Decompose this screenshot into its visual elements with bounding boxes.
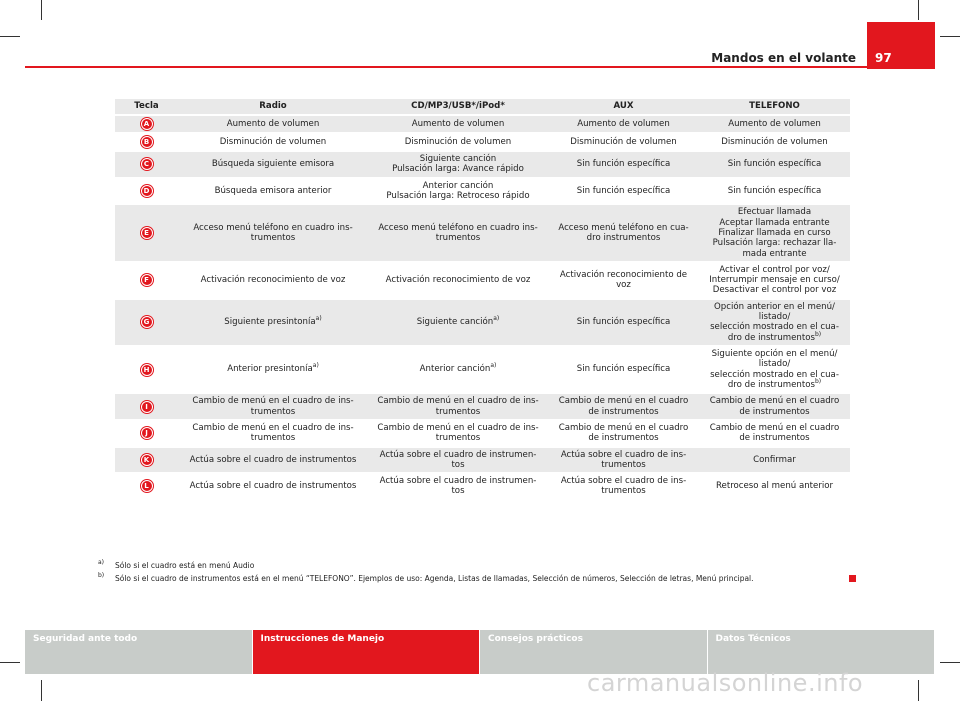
cell-text: Sin función específica xyxy=(576,185,671,196)
footnote-ref: b) xyxy=(814,378,822,386)
cell-text: Efectuar llamada xyxy=(737,207,812,218)
aux-cell xyxy=(548,393,699,420)
cell-text: Acceso menú teléfono en cua- xyxy=(558,222,689,233)
telefono-cell xyxy=(699,393,850,420)
cd-cell xyxy=(368,115,548,133)
aux-cell xyxy=(548,151,699,178)
table-row xyxy=(115,346,850,393)
cell-text: Siguiente canción xyxy=(416,317,494,328)
column-header-aux: AUX xyxy=(548,99,699,115)
radio-cell xyxy=(178,420,368,447)
cell-text: Actúa sobre el cuadro de instrumentos xyxy=(189,481,357,492)
key-badge: F xyxy=(141,274,153,286)
cell-text: de instrumentos xyxy=(739,433,810,444)
crop-mark xyxy=(0,662,20,663)
cell-text: Actúa sobre el cuadro de instrumen- xyxy=(379,476,537,487)
radio-cell xyxy=(178,178,368,205)
cell-text: trumentos xyxy=(601,459,646,470)
telefono-cell xyxy=(699,204,850,262)
aux-cell xyxy=(548,115,699,133)
cell-text: trumentos xyxy=(435,433,481,444)
cell-text: Sin función específica xyxy=(576,317,671,328)
cell-text: Interrumpir mensaje en curso/ xyxy=(709,275,840,286)
cell-text: voz xyxy=(616,280,631,291)
footnote-ref: a) xyxy=(312,362,319,370)
aux-cell xyxy=(548,262,699,299)
crop-mark xyxy=(0,36,20,37)
radio-cell xyxy=(178,447,368,474)
crop-mark xyxy=(41,680,42,701)
radio-cell xyxy=(178,133,368,151)
cell-text: mada entrante xyxy=(742,248,807,259)
key-cell xyxy=(115,346,178,393)
column-header-radio: Radio xyxy=(178,99,368,115)
telefono-cell xyxy=(699,473,850,499)
key-cell xyxy=(115,262,178,299)
crop-mark xyxy=(918,0,919,20)
cell-text: de instrumentos xyxy=(739,406,810,417)
key-badge: E xyxy=(141,227,153,239)
cell-text: Anterior presintonía xyxy=(227,364,313,375)
footer-tab-instrucciones[interactable]: Instrucciones de Manejo xyxy=(253,630,480,674)
cell-text: trumentos xyxy=(250,433,296,444)
cell-text: tos xyxy=(451,486,465,497)
key-badge: B xyxy=(141,136,153,148)
table-row xyxy=(115,133,850,151)
cell-text: Acceso menú teléfono en cuadro ins- xyxy=(378,222,538,233)
key-badge: G xyxy=(141,316,153,328)
cell-text: Cambio de menú en el cuadro xyxy=(558,396,689,407)
radio-cell xyxy=(178,473,368,499)
footnotes xyxy=(98,559,858,585)
cell-text: selección mostrado en el cua- xyxy=(710,322,839,333)
table-row xyxy=(115,178,850,205)
telefono-cell xyxy=(699,420,850,447)
aux-cell xyxy=(548,473,699,499)
cd-cell xyxy=(368,420,548,447)
cell-text: Sin función específica xyxy=(576,364,671,375)
cell-text: Actúa sobre el cuadro de instrumen- xyxy=(379,449,537,460)
radio-cell xyxy=(178,204,368,262)
cell-text: de instrumentos xyxy=(588,406,659,417)
cell-text: Actúa sobre el cuadro de ins- xyxy=(560,449,687,460)
cell-text: Confirmar xyxy=(753,454,796,465)
cell-text: Actúa sobre el cuadro de ins- xyxy=(560,476,687,487)
cell-text: dro instrumentos xyxy=(586,233,661,244)
telefono-cell xyxy=(699,447,850,474)
radio-cell xyxy=(178,262,368,299)
cell-text: Retroceso al menú anterior xyxy=(715,481,834,492)
key-cell xyxy=(115,420,178,447)
table-row xyxy=(115,299,850,346)
cell-text: Aumento de volumen xyxy=(226,118,320,129)
key-badge: D xyxy=(141,185,153,197)
telefono-cell xyxy=(699,115,850,133)
key-badge: L xyxy=(141,480,153,492)
footer-nav xyxy=(25,630,935,674)
cell-text: trumentos xyxy=(435,233,481,244)
cell-text: Cambio de menú en el cuadro de ins- xyxy=(192,396,354,407)
cell-text: Aumento de volumen xyxy=(411,118,505,129)
table-row xyxy=(115,447,850,474)
cell-text: Pulsación larga: Avance rápido xyxy=(392,164,524,175)
crop-mark xyxy=(940,36,960,37)
key-badge: I xyxy=(141,401,153,413)
cell-text: Búsqueda emisora anterior xyxy=(214,185,332,196)
table-row xyxy=(115,393,850,420)
cell-text: Activación reconocimiento de xyxy=(559,269,688,280)
cell-text: Pulsación larga: rechazar lla- xyxy=(712,238,837,249)
footnote xyxy=(98,572,858,585)
cell-text: listado/ xyxy=(758,312,791,323)
aux-cell xyxy=(548,204,699,262)
cell-text: Cambio de menú en el cuadro xyxy=(558,422,689,433)
column-header-key: Tecla xyxy=(115,99,178,115)
key-cell xyxy=(115,115,178,133)
cell-text: Actúa sobre el cuadro de instrumentos xyxy=(189,454,357,465)
footer-tab-datos[interactable]: Datos Técnicos xyxy=(708,630,935,674)
cell-text: Cambio de menú en el cuadro de ins- xyxy=(377,422,539,433)
cd-cell xyxy=(368,133,548,151)
footnote-text: Sólo si el cuadro de instrumentos está en el menú “TELEFONO”. Ejemplos de uso: Agenda, Listas de llamadas, Selección de números, Selección de letras, Menú principal. xyxy=(115,574,754,583)
page-number: 97 xyxy=(875,51,892,65)
key-badge: K xyxy=(141,454,153,466)
cell-text: Anterior canción xyxy=(419,364,491,375)
telefono-cell xyxy=(699,299,850,346)
cell-text: Cambio de menú en el cuadro de ins- xyxy=(377,396,539,407)
footer-tab-consejos[interactable]: Consejos prácticos xyxy=(480,630,707,674)
cell-text: Sin función específica xyxy=(727,185,822,196)
aux-cell xyxy=(548,299,699,346)
cell-text: Opción anterior en el menú/ xyxy=(714,301,835,312)
cd-cell xyxy=(368,178,548,205)
cd-cell xyxy=(368,346,548,393)
cell-text: Aceptar llamada entrante xyxy=(719,217,830,228)
cell-text: Aumento de volumen xyxy=(728,118,821,129)
cell-text: trumentos xyxy=(250,406,296,417)
cell-text: tos xyxy=(451,459,465,470)
footnote-mark: a) xyxy=(98,559,105,566)
table-row xyxy=(115,204,850,262)
cell-text: Pulsación larga: Retroceso rápido xyxy=(386,190,530,201)
aux-cell xyxy=(548,178,699,205)
cell-text: Búsqueda siguiente emisora xyxy=(211,159,335,170)
cell-text: Disminución de volumen xyxy=(219,136,327,147)
aux-cell xyxy=(548,447,699,474)
cell-text: Acceso menú teléfono en cuadro ins- xyxy=(193,222,353,233)
cell-text: Siguiente opción en el menú/ xyxy=(711,349,838,359)
radio-cell xyxy=(178,346,368,393)
cell-text: Aumento de volumen xyxy=(577,118,670,129)
footnote-ref: a) xyxy=(315,315,322,323)
key-cell xyxy=(115,204,178,262)
column-header-telefono: TELEFONO xyxy=(699,99,850,115)
cd-cell xyxy=(368,262,548,299)
cd-cell xyxy=(368,204,548,262)
key-cell xyxy=(115,447,178,474)
cell-text: Sin función específica xyxy=(727,159,822,170)
cell-text: Siguiente canción xyxy=(419,154,497,164)
footnote-mark: b) xyxy=(98,572,105,579)
crop-mark xyxy=(940,662,960,663)
cell-text: trumentos xyxy=(250,233,296,244)
header-rule xyxy=(25,66,935,68)
footnote-ref: b) xyxy=(814,330,822,338)
cell-text: listado/ xyxy=(758,359,791,370)
cell-text: Finalizar llamada en curso xyxy=(718,227,831,238)
page-title: Mandos en el volante xyxy=(711,51,856,65)
telefono-cell xyxy=(699,178,850,205)
aux-cell xyxy=(548,346,699,393)
cell-text: selección mostrado en el cua- xyxy=(710,369,839,380)
footnote xyxy=(98,559,858,572)
cell-text: Sin función específica xyxy=(576,159,671,170)
aux-cell xyxy=(548,133,699,151)
cell-text: dro de instrumentos xyxy=(727,379,815,390)
footnote-text: Sólo si el cuadro está en menú Audio xyxy=(115,561,255,570)
telefono-cell xyxy=(699,346,850,393)
watermark: carmanualsonline.info xyxy=(587,669,864,697)
telefono-cell xyxy=(699,133,850,151)
key-cell xyxy=(115,473,178,499)
cell-text: Activación reconocimiento de voz xyxy=(200,275,346,286)
cell-text: Disminución de volumen xyxy=(721,136,828,147)
telefono-cell xyxy=(699,151,850,178)
cell-text: Activación reconocimiento de voz xyxy=(385,275,531,286)
aux-cell xyxy=(548,420,699,447)
section-end-marker xyxy=(849,575,856,582)
cell-text: Disminución de volumen xyxy=(404,136,512,147)
crop-mark xyxy=(41,0,42,20)
cd-cell xyxy=(368,473,548,499)
cell-text: Disminución de volumen xyxy=(570,136,677,147)
key-badge: A xyxy=(141,118,153,130)
cell-text: trumentos xyxy=(435,406,481,417)
radio-cell xyxy=(178,151,368,178)
footnote-ref: a) xyxy=(493,315,500,323)
cell-text: trumentos xyxy=(601,486,646,497)
radio-cell xyxy=(178,115,368,133)
cell-text: de instrumentos xyxy=(588,433,659,444)
crop-mark xyxy=(918,680,919,701)
column-header-cd: CD/MP3/USB*/iPod* xyxy=(368,99,548,115)
key-cell xyxy=(115,299,178,346)
key-cell xyxy=(115,151,178,178)
cell-text: dro de instrumentos xyxy=(727,332,815,343)
key-cell xyxy=(115,133,178,151)
table-row xyxy=(115,151,850,178)
cell-text: Anterior canción xyxy=(422,180,494,191)
footer-tab-seguridad[interactable]: Seguridad ante todo xyxy=(25,630,252,674)
steering-controls-table xyxy=(115,99,850,499)
telefono-cell xyxy=(699,262,850,299)
key-badge: J xyxy=(141,427,153,439)
table-header-row xyxy=(115,99,850,115)
radio-cell xyxy=(178,393,368,420)
cd-cell xyxy=(368,299,548,346)
key-badge: H xyxy=(141,364,153,376)
table-row xyxy=(115,473,850,499)
key-cell xyxy=(115,393,178,420)
cell-text: Activar el control por voz/ xyxy=(719,264,830,275)
cell-text: Cambio de menú en el cuadro de ins- xyxy=(192,422,354,433)
key-badge: C xyxy=(141,158,153,170)
table-row xyxy=(115,115,850,133)
cell-text: Cambio de menú en el cuadro xyxy=(709,422,840,433)
key-cell xyxy=(115,178,178,205)
cell-text: Desactivar el control por voz xyxy=(712,285,837,296)
radio-cell xyxy=(178,299,368,346)
table-row xyxy=(115,262,850,299)
cd-cell xyxy=(368,151,548,178)
cell-text: Siguiente presintonía xyxy=(224,317,316,328)
cell-text: Cambio de menú en el cuadro xyxy=(709,396,840,407)
footnote-ref: a) xyxy=(490,362,497,370)
table-row xyxy=(115,420,850,447)
cd-cell xyxy=(368,393,548,420)
cd-cell xyxy=(368,447,548,474)
